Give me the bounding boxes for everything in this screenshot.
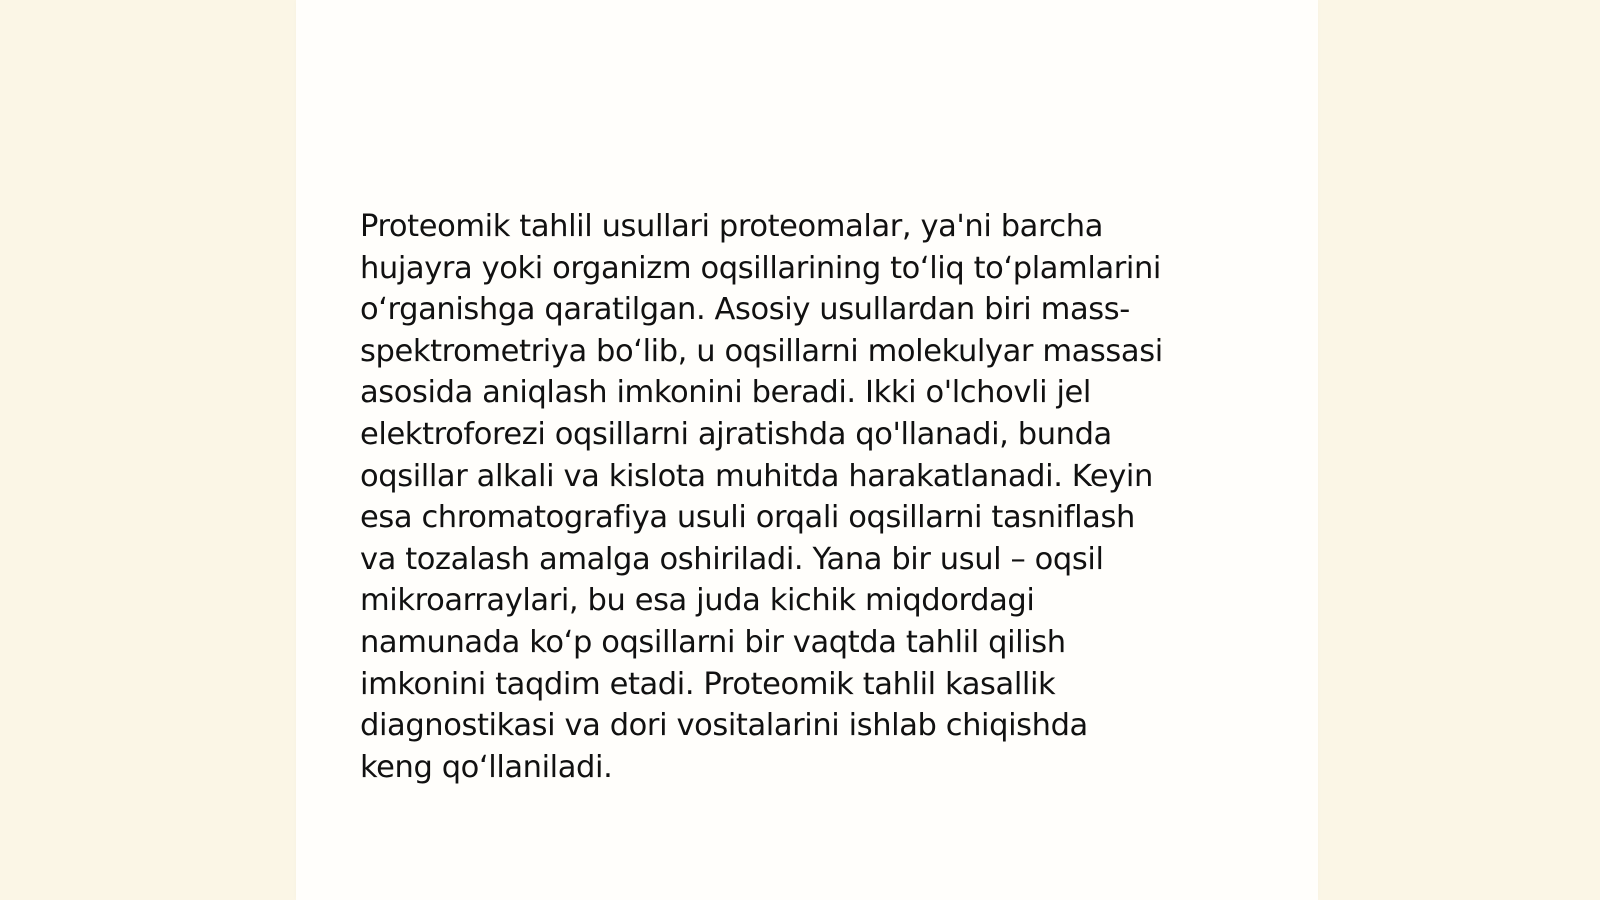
paragraph-line: asosida aniqlash imkonini beradi. Ikki o'lchovli jel <box>360 375 1091 411</box>
paragraph-line: esa chromatografiya usuli orqali oqsillarni tasniflash <box>360 500 1135 536</box>
paragraph-line: namunada ko‘p oqsillarni bir vaqtda tahlil qilish <box>360 624 1066 660</box>
paragraph-line: elektroforezi oqsillarni ajratishda qo'llanadi, bunda <box>360 416 1112 452</box>
paragraph-line: diagnostikasi va dori vositalarini ishlab chiqishda <box>360 708 1088 744</box>
paragraph-line: imkonini taqdim etadi. Proteomik tahlil kasallik <box>360 666 1056 702</box>
right-margin-panel <box>1318 0 1600 900</box>
paragraph-line: o‘rganishga qaratilgan. Asosiy usullardan biri mass- <box>360 292 1130 328</box>
body-paragraph <box>360 206 1260 788</box>
paragraph-line: keng qo‘llaniladi. <box>360 749 613 785</box>
paragraph-line: hujayra yoki organizm oqsillarining to‘liq to‘plamlarini <box>360 250 1161 286</box>
paragraph-line: va tozalash amalga oshiriladi. Yana bir usul – oqsil <box>360 541 1104 577</box>
slide-page <box>296 0 1318 900</box>
paragraph-line: spektrometriya bo‘lib, u oqsillarni molekulyar massasi <box>360 333 1163 369</box>
paragraph-line: oqsillar alkali va kislota muhitda harakatlanadi. Keyin <box>360 458 1153 494</box>
paragraph-line: mikroarraylari, bu esa juda kichik miqdordagi <box>360 583 1035 619</box>
left-margin-panel <box>0 0 296 900</box>
paragraph-line: Proteomik tahlil usullari proteomalar, ya'ni barcha <box>360 209 1104 244</box>
